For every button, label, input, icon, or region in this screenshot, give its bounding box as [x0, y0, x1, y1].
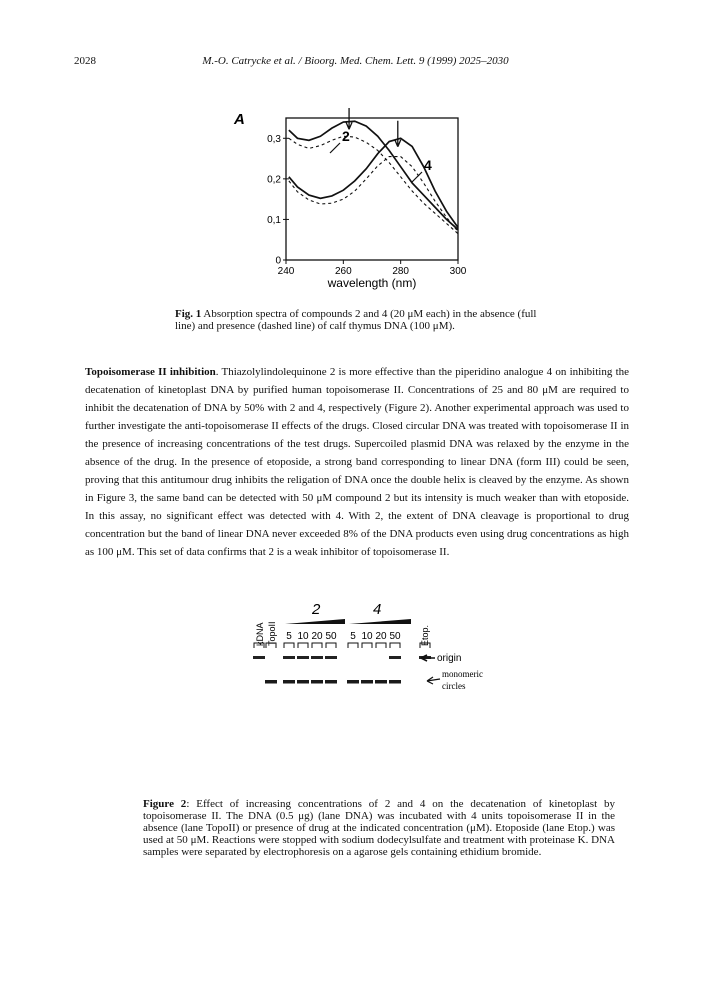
concentration-label: 20 [375, 631, 387, 642]
origin-band [283, 656, 295, 659]
series-annotation-4: 4 [424, 157, 432, 173]
x-tick-label: 240 [277, 266, 295, 277]
series-annotation-2: 2 [342, 128, 350, 144]
concentration-label: 5 [286, 631, 292, 642]
y-tick-label: 0,2 [267, 174, 281, 186]
monomeric-arrow [427, 677, 440, 684]
lane-label-kdna: kDNA [255, 622, 265, 646]
series-line-4-solid [289, 138, 458, 227]
running-head: M.-O. Catrycke et al. / Bioorg. Med. Chem. Lett. 9 (1999) 2025–2030 [202, 55, 509, 67]
lane-label-etop: Etop. [420, 624, 430, 646]
concentration-wedge-4 [349, 619, 411, 624]
monomeric-band [361, 680, 373, 684]
group-label-2: 2 [312, 601, 321, 618]
lane-bracket [390, 643, 400, 648]
x-axis-label: wavelength (nm) [327, 276, 417, 290]
concentration-label: 50 [325, 631, 337, 642]
circles-label: circles [442, 681, 466, 691]
page-number: 2028 [74, 55, 96, 67]
lane-markers [254, 643, 430, 648]
lane-bracket [326, 643, 336, 648]
series-line-2-solid [289, 121, 458, 229]
absorption-spectra-chart [230, 108, 480, 308]
figure1-caption-text: Absorption spectra of compounds 2 and 4 (20 μM each) in the absence (full line) and presence (dashed line) of calf thymus DNA (100 μM). [175, 308, 537, 332]
group-label-4: 4 [373, 601, 382, 618]
lane-bracket [362, 643, 372, 648]
monomeric-band [265, 680, 277, 684]
monomeric-band [311, 680, 323, 684]
peak-arrow [395, 121, 401, 147]
monomeric-band [375, 680, 387, 684]
figure2-caption-text: : Effect of increasing concentrations of 2 and 4 on the decatenation of kinetoplast by topoisomerase II. The DNA (0.5 μg) (lane DNA) was incubated with 4 units topoisomerase II in the absence (lane TopoII) or presence of drug at the indicated concentration (μM). Etoposide (lane Etop.) was used at 50 μM. Reactions were stopped with sodium dodecylsulfate and treatment with proteinase K. DNA samples were separated by electrophoresis on a agarose gels containing ethidium bromide. [143, 798, 615, 858]
body-text: . Thiazolylindolequinone 2 is more effective than the piperidino analogue 4 on inhibiting the decatenation of kinetoplast DNA by purified human topoisomerase II. Concentrations of 25 and 80 μM are required to inhibit the decatenation of DNA by 50% with 2 and 4, respectively (Figure 2). Another experimental approach was used to further investigate the anti-topoisomerase II effects of the drugs. Closed circular DNA was treated with topoisomerase II in the presence of increasing concentrations of the test drugs. Supercoiled plasmid DNA was relaxed by the enzyme in the absence of the drug. In the presence of etoposide, a strong band corresponding to linear DNA (form III) could be seen, proving that this antitumour drug inhibits the religation of DNA once the double helix is cleaved by the enzyme. As shown in Figure 3, the same band can be detected with 50 μM compound 2 but its intensity is much weaker than with etoposide. In this assay, no significant effect was detected with 4. With 2, the extent of DNA cleavage is proportional to drug concentration but the band of linear DNA never exceeded 8% of the DNA products even using drug concentrations as high as 100 μM. This set of data confirms that 2 is a weak inhibitor of topoisomerase II. [85, 366, 630, 558]
series-line-4-dashed [289, 157, 458, 232]
figure1-caption-label: Fig. 1 [175, 308, 202, 320]
concentration-wedge-2 [285, 619, 345, 624]
gel-figure [245, 598, 515, 698]
y-tick-label: 0 [275, 255, 281, 267]
origin-band [311, 656, 323, 659]
origin-label: origin [437, 653, 462, 664]
monomeric-label: monomeric [442, 669, 483, 679]
concentration-label: 20 [311, 631, 323, 642]
origin-arrow [421, 655, 435, 661]
lane-bracket [298, 643, 308, 648]
concentration-label: 10 [361, 631, 373, 642]
lane-bracket [284, 643, 294, 648]
origin-band [253, 656, 265, 659]
x-tick-label: 280 [392, 266, 410, 277]
concentration-label: 5 [350, 631, 356, 642]
lane-label-topoii: TopoII [267, 621, 277, 646]
origin-band [297, 656, 309, 659]
figure2-caption [143, 798, 615, 858]
monomeric-band [297, 680, 309, 684]
x-tick-label: 260 [334, 266, 352, 277]
origin-band [389, 656, 401, 659]
lane-bracket [376, 643, 386, 648]
lane-bracket [312, 643, 322, 648]
annotation-leader [330, 143, 340, 153]
monomeric-band [283, 680, 295, 684]
figure1-caption [175, 308, 545, 332]
figure2-caption-label: Figure 2 [143, 798, 187, 810]
section-heading: Topoisomerase II inhibition [85, 366, 216, 378]
x-tick-label: 300 [449, 266, 467, 277]
monomeric-band [389, 680, 401, 684]
monomeric-band [325, 680, 337, 684]
y-tick-label: 0,1 [267, 214, 281, 226]
origin-band [325, 656, 337, 659]
body-paragraph [85, 363, 629, 561]
y-axis-label: A [234, 111, 245, 128]
lane-bracket [348, 643, 358, 648]
concentration-label: 50 [389, 631, 401, 642]
annotation-leader [412, 172, 422, 182]
y-tick-label: 0,3 [267, 133, 281, 145]
monomeric-band [347, 680, 359, 684]
concentration-label: 10 [297, 631, 309, 642]
